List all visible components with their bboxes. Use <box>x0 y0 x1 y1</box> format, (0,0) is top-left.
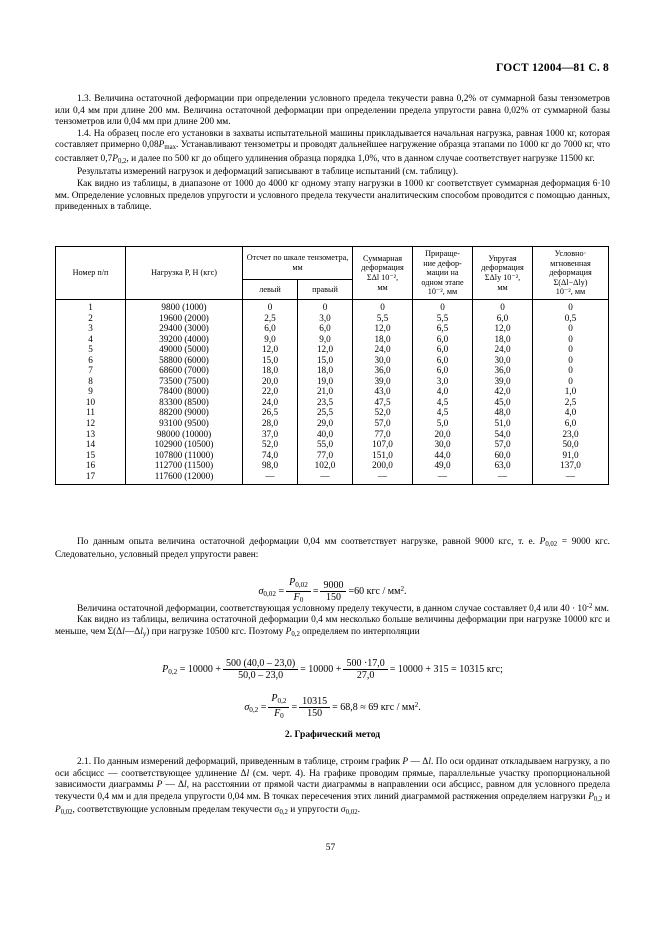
cell-sum-deformation: 5,5 <box>353 313 413 324</box>
cell-load: 68600 (7000) <box>126 365 243 376</box>
th-elastic-l4: мм <box>497 282 508 292</box>
paragraph-1-3 <box>55 94 610 129</box>
formula3-eq2: = <box>291 701 298 713</box>
cell-sum-deformation: 77,0 <box>353 429 413 440</box>
cell-number: 5 <box>56 344 126 355</box>
cell-number: 2 <box>56 313 126 324</box>
cell-number: 4 <box>56 334 126 345</box>
formula1-den2: 150 <box>325 592 341 604</box>
cell-instant: 0 <box>533 334 609 345</box>
paragraph-interpolation <box>55 615 610 640</box>
paragraph-2-1-a: 2.1. По данным измерений деформаций, приведенным в таблице, строим график <box>77 757 403 767</box>
cell-gauge-right: 3,0 <box>298 313 353 324</box>
cell-gauge-right: 18,0 <box>298 365 353 376</box>
cell-sum-deformation: 30,0 <box>353 355 413 366</box>
symbol-p-7: P <box>588 791 594 802</box>
cell-load: 93100 (9500) <box>126 418 243 429</box>
cell-gauge-right: 21,0 <box>298 386 353 397</box>
formula1-eq2: = <box>312 585 319 597</box>
cell-sum-deformation: 24,0 <box>353 344 413 355</box>
formula2-lhs-sym: P <box>162 663 169 675</box>
formula2-num2: 500 ·17,0 <box>343 658 387 670</box>
cell-elastic: 36,0 <box>473 365 533 376</box>
intro-text-block <box>55 94 610 214</box>
cell-number: 12 <box>56 418 126 429</box>
paragraph-2-1-e: — Δ <box>162 780 184 791</box>
cell-instant: 0 <box>533 299 609 312</box>
subscript-002-sigma2: 0,02 <box>345 809 358 817</box>
cell-sum-deformation: 52,0 <box>353 407 413 418</box>
formula3-den2: 150 <box>307 708 323 720</box>
symbol-p-6: P <box>156 780 163 791</box>
paragraph-1-4-part-c: , и далее по 500 кг до общего удлинения образца порядка 1,0%, что в данном случае соответствует нагрузке 11500 кг. <box>126 153 595 164</box>
formula2-num1: 500 (40,0 – 23,0) <box>223 658 298 670</box>
th-inst-l3: деформация <box>549 268 592 278</box>
cell-elastic: 30,0 <box>473 355 533 366</box>
formula1-result: 60 <box>354 585 365 597</box>
formula3-den1-sub: 0 <box>280 712 284 721</box>
cell-sum-deformation: 18,0 <box>353 334 413 345</box>
cell-gauge-right: 0 <box>298 299 353 312</box>
cell-gauge-left: 74,0 <box>243 450 298 461</box>
post-table-text-2 <box>55 601 610 641</box>
subscript-02-sigma1: 0,2 <box>279 809 288 817</box>
formula3-num1 <box>268 693 289 708</box>
th-gauge-group: Отсчет по шкале тензометра, мм <box>243 247 353 280</box>
paragraph-experiment-a: По данным опыта величина остаточной деформации 0,04 мм соответствует нагрузке, равной 9000 кгс, т. е. <box>77 537 540 547</box>
formula2-den2: 27,0 <box>356 670 375 681</box>
paragraph-2-1-j: . <box>357 805 360 816</box>
cell-elastic: 12,0 <box>473 323 533 334</box>
cell-number: 1 <box>56 299 126 312</box>
cell-instant: 2,5 <box>533 397 609 408</box>
cell-gauge-left: 28,0 <box>243 418 298 429</box>
table-row <box>56 376 609 387</box>
th-incr-l5: 10⁻², мм <box>427 287 458 297</box>
formula3-period: . <box>418 701 421 713</box>
symbol-p-4: P <box>285 627 292 638</box>
cell-load: 29400 (3000) <box>126 323 243 334</box>
cell-elastic: 51,0 <box>473 418 533 429</box>
cell-sum-deformation: 36,0 <box>353 365 413 376</box>
cell-gauge-left: 18,0 <box>243 365 298 376</box>
cell-increment: 6,0 <box>413 334 473 345</box>
cell-increment: 4,5 <box>413 397 473 408</box>
cell-load: 88200 (9000) <box>126 407 243 418</box>
th-elastic-l3: ΣΔlу 10⁻², <box>484 272 521 282</box>
formula3-num1-sym: P <box>271 693 278 704</box>
cell-elastic: 45,0 <box>473 397 533 408</box>
cell-gauge-left: 24,0 <box>243 397 298 408</box>
th-gauge-left: левый <box>243 280 298 300</box>
cell-sum-deformation: 47,5 <box>353 397 413 408</box>
paragraph-range-text: Как видно из таблицы, в диапазоне от 1000 до 4000 кг одному этапу нагрузки в 1000 кг соответствует суммарная деформация 6·10 мм. Определение условных пределов упругости и условного предела текучести аналитическим способом проводится с помощью данных, приведенных в таблице. <box>55 178 610 213</box>
cell-sum-deformation: 12,0 <box>353 323 413 334</box>
cell-gauge-left: 15,0 <box>243 355 298 366</box>
cell-sum-deformation: 43,0 <box>353 386 413 397</box>
cell-sum-deformation: 200,0 <box>353 460 413 471</box>
formula1-den1-sym: F <box>293 592 300 604</box>
subscript-u-1: у <box>142 630 147 638</box>
cell-load: 112700 (11500) <box>126 460 243 471</box>
cell-load: 19600 (2000) <box>126 313 243 324</box>
formula1-frac2 <box>320 580 346 603</box>
cell-instant: — <box>533 471 609 485</box>
formula1-num1-sym: P <box>289 577 296 588</box>
cell-instant: 0 <box>533 376 609 387</box>
symbol-p-8: P <box>55 805 61 816</box>
th-increment <box>413 247 473 300</box>
formula1-num1-sub: 0,02 <box>295 581 308 590</box>
cell-increment: 6,5 <box>413 323 473 334</box>
symbol-p-3: P <box>539 537 546 547</box>
formula1-eq1: = <box>278 585 285 597</box>
table-header <box>56 247 609 300</box>
formula2-frac2 <box>343 658 387 681</box>
cell-increment: 49,0 <box>413 460 473 471</box>
cell-load: 117600 (12000) <box>126 471 243 485</box>
formula2-eq3: = 10000 + 315 = 10315 кгс; <box>389 663 503 675</box>
th-incr-l4: одном этапе <box>421 277 464 287</box>
symbol-p: P <box>158 140 165 151</box>
formula1-den1-sub: 0 <box>299 596 304 605</box>
cell-increment: 20,0 <box>413 429 473 440</box>
cell-gauge-left: 9,0 <box>243 334 298 345</box>
th-elastic <box>473 247 533 300</box>
table-row <box>56 299 609 312</box>
cell-instant: 0 <box>533 323 609 334</box>
formula3-den1-sym: F <box>274 708 281 720</box>
formula3-num1-sub: 0,2 <box>277 697 287 706</box>
cell-gauge-right: 102,0 <box>298 460 353 471</box>
cell-instant: 4,0 <box>533 407 609 418</box>
cell-gauge-left: 0 <box>243 299 298 312</box>
cell-elastic: 39,0 <box>473 376 533 387</box>
th-inst-l1: Условно· <box>554 249 587 258</box>
cell-gauge-left: 12,0 <box>243 344 298 355</box>
paragraph-2-1-i: и упругости σ <box>287 805 346 816</box>
section-2-text <box>55 757 610 819</box>
cell-number: 8 <box>56 376 126 387</box>
cell-instant: 50,0 <box>533 439 609 450</box>
cell-gauge-right: — <box>298 471 353 485</box>
paragraph-yield-b: мм. <box>592 603 609 614</box>
paragraph-results <box>55 167 610 179</box>
paragraph-1-4-part-b: . Устанавливают тензометры и проводят дальнейшее нагружение образца этапами по 1000 кг до 7000 кг, что составляет 0,7 <box>55 140 611 164</box>
cell-gauge-left: 26,5 <box>243 407 298 418</box>
paragraph-interp-a: Как видно из таблицы, величина остаточной деформации 0,4 мм несколько больше величины деформации при нагрузке 10000 кгс и меньше, чем Σ(Δ <box>55 615 610 638</box>
paragraph-2-1-f: , на расстоянии от прямой части диаграммы в направлении оси абсцисс, равном для условного предела текучести 0,4 мм и для предела упругости 0,04 мм. В точках пересечения этих линий диаграммой растяжения определяем нагрузки <box>55 780 610 802</box>
cell-instant: 0 <box>533 344 609 355</box>
subscript-02-p1: 0,2 <box>593 795 603 803</box>
cell-load: 78400 (8000) <box>126 386 243 397</box>
cell-gauge-right: 15,0 <box>298 355 353 366</box>
cell-increment: 6,0 <box>413 365 473 376</box>
cell-number: 7 <box>56 365 126 376</box>
th-sum-l3: ΣΔl 10⁻², <box>366 272 399 282</box>
symbol-l-2: l <box>140 627 143 638</box>
post-table-text-1 <box>55 537 610 562</box>
formula1-period: . <box>404 585 407 597</box>
cell-increment: 4,5 <box>413 407 473 418</box>
formula1-units: кгс / мм <box>366 585 401 597</box>
cell-load: 49000 (5000) <box>126 344 243 355</box>
paragraph-yield-value <box>55 601 610 615</box>
cell-instant: 0,5 <box>533 313 609 324</box>
table-row <box>56 386 609 397</box>
cell-load: 98000 (10000) <box>126 429 243 440</box>
cell-instant: 137,0 <box>533 460 609 471</box>
symbol-l-3: l <box>428 757 431 767</box>
cell-instant: 0 <box>533 355 609 366</box>
table-row <box>56 418 609 429</box>
table-row <box>56 334 609 345</box>
th-incr-l2: ние дефор- <box>423 258 462 268</box>
formula-p-02-interpolation <box>55 658 610 681</box>
cell-increment: 6,0 <box>413 344 473 355</box>
cell-gauge-left: 98,0 <box>243 460 298 471</box>
formula1-num2: 9000 <box>320 580 346 592</box>
cell-sum-deformation: 57,0 <box>353 418 413 429</box>
symbol-p-5: P <box>402 757 409 767</box>
th-inst-l4: Σ(Δl−Δlу) <box>553 277 588 287</box>
cell-number: 13 <box>56 429 126 440</box>
table-header-row-1 <box>56 247 609 280</box>
table-row <box>56 355 609 366</box>
cell-gauge-left: 22,0 <box>243 386 298 397</box>
formula1-units-exp: 2 <box>400 584 405 593</box>
paragraph-2-1-c: . По оси ординат откладываем нагрузку, а по оси абсцисс — соответствующее удлинение Δ <box>55 757 610 779</box>
formula2-lhs-sub: 0,2 <box>168 667 178 676</box>
cell-elastic: 48,0 <box>473 407 533 418</box>
paragraph-experiment-b: = 9000 кгс. Следовательно, условный предел упругости равен: <box>55 537 610 561</box>
th-load: Нагрузка P, Н (кгс) <box>126 247 243 300</box>
cell-elastic: 42,0 <box>473 386 533 397</box>
cell-number: 14 <box>56 439 126 450</box>
cell-sum-deformation: — <box>353 471 413 485</box>
symbol-l-4: l <box>246 768 250 779</box>
formula2-eq1: = 10000 + <box>179 663 221 675</box>
cell-increment: 44,0 <box>413 450 473 461</box>
cell-sum-deformation: 107,0 <box>353 439 413 450</box>
subscript-02-interp: 0,2 <box>291 630 300 638</box>
cell-gauge-right: 9,0 <box>298 334 353 345</box>
cell-elastic: 60,0 <box>473 450 533 461</box>
cell-load: 73500 (7500) <box>126 376 243 387</box>
cell-gauge-left: 2,5 <box>243 313 298 324</box>
cell-elastic: 54,0 <box>473 429 533 440</box>
paragraph-1-4-part-a: 1.4. На образец после его установки в захваты испытательной машины прикладывается начальная нагрузка, равная 1000 кг, которая составляет примерно 0,08 <box>55 128 610 151</box>
table-row <box>56 407 609 418</box>
table-row <box>56 439 609 450</box>
table-row <box>56 429 609 440</box>
test-results-table <box>55 246 609 485</box>
table-row <box>56 365 609 376</box>
table-body <box>56 299 609 484</box>
paragraph-experiment <box>55 537 610 562</box>
th-instant <box>533 247 609 300</box>
paragraph-2-1-d: (см. черт. 4). На графике проводим прямые, параллельные участку пропорциональной зависимости диаграммы <box>55 768 610 791</box>
formula3-den1 <box>268 708 289 722</box>
cell-sum-deformation: 0 <box>353 299 413 312</box>
paragraph-interp-b: —Δ <box>124 627 141 638</box>
cell-load: 9800 (1000) <box>126 299 243 312</box>
th-sum-l4: мм <box>377 282 388 292</box>
formula3-units-exp: 2 <box>414 700 419 709</box>
cell-gauge-left: 52,0 <box>243 439 298 450</box>
table-row <box>56 397 609 408</box>
paragraph-2-1-b: — Δ <box>408 757 429 767</box>
cell-increment: 0 <box>413 299 473 312</box>
cell-elastic: 24,0 <box>473 344 533 355</box>
formula2-den1: 50,0 – 23,0 <box>238 670 284 681</box>
table-row <box>56 344 609 355</box>
formula2-eq2: = 10000 + <box>300 663 342 675</box>
formula3-num2: 10315 <box>299 696 330 708</box>
paragraph-yield-a: Величина остаточной деформации, соответствующая условному пределу текучести, в данном случае составляет 0,4 или 40 · 10 <box>77 603 587 614</box>
th-sum-deformation <box>353 247 413 300</box>
cell-gauge-right: 23,5 <box>298 397 353 408</box>
cell-increment: — <box>413 471 473 485</box>
cell-instant: 23,0 <box>533 429 609 440</box>
cell-number: 10 <box>56 397 126 408</box>
cell-gauge-right: 19,0 <box>298 376 353 387</box>
cell-number: 9 <box>56 386 126 397</box>
formula3-units: кгс / мм <box>380 701 415 713</box>
paragraph-yield-exp: -2 <box>586 603 593 610</box>
th-inst-l5: 10⁻², мм <box>555 287 586 297</box>
cell-instant: 1,0 <box>533 386 609 397</box>
cell-sum-deformation: 39,0 <box>353 376 413 387</box>
th-sum-l2: деформация <box>361 263 404 273</box>
cell-number: 6 <box>56 355 126 366</box>
cell-gauge-right: 12,0 <box>298 344 353 355</box>
table-row <box>56 323 609 334</box>
paragraph-2-1-g: и <box>602 791 610 802</box>
cell-instant: 6,0 <box>533 418 609 429</box>
cell-elastic: — <box>473 471 533 485</box>
table-row <box>56 450 609 461</box>
cell-number: 11 <box>56 407 126 418</box>
cell-load: 58800 (6000) <box>126 355 243 366</box>
table-row <box>56 460 609 471</box>
formula3-frac1 <box>268 693 289 722</box>
cell-number: 3 <box>56 323 126 334</box>
paragraph-results-text: Результаты измерений нагрузок и деформаций записывают в таблице испытаний (см. таблицу). <box>77 167 459 178</box>
cell-increment: 6,0 <box>413 355 473 366</box>
subscript-002-inline: 0,02 <box>545 540 558 548</box>
paragraph-2-1-h: , соответствующие условным пределам текучести σ <box>72 805 280 816</box>
cell-sum-deformation: 151,0 <box>353 450 413 461</box>
cell-gauge-right: 6,0 <box>298 323 353 334</box>
paragraph-1-3-text: 1.3. Величина остаточной деформации при определении условного предела текучести равна 0,2% от суммарной базы тензометров или 0,4 мм при длине 200 мм. Величина остаточной деформации при определении предела упругости равна 0,02% от суммарной базы тензометров или 0,04 мм при длине 200 мм. <box>55 94 610 128</box>
cell-increment: 3,0 <box>413 376 473 387</box>
th-inst-l2: мгновенная <box>550 258 591 268</box>
th-elastic-l1: Упругая <box>488 253 517 263</box>
cell-gauge-left: 37,0 <box>243 429 298 440</box>
cell-load: 107800 (11000) <box>126 450 243 461</box>
formula3-eq1: = <box>260 701 267 713</box>
formula3-frac2 <box>299 696 330 719</box>
cell-instant: 91,0 <box>533 450 609 461</box>
formula2-frac1 <box>223 658 298 681</box>
formula3-lhs-sub: 0,2 <box>249 705 259 714</box>
subscript-002-p2: 0,02 <box>60 809 73 817</box>
cell-increment: 30,0 <box>413 439 473 450</box>
cell-elastic: 0 <box>473 299 533 312</box>
cell-elastic: 63,0 <box>473 460 533 471</box>
th-sum-l1: Суммарная <box>362 253 403 263</box>
cell-load: 102900 (10500) <box>126 439 243 450</box>
th-elastic-l2: деформация <box>481 263 524 273</box>
cell-load: 83300 (8500) <box>126 397 243 408</box>
cell-increment: 5,5 <box>413 313 473 324</box>
table-row <box>56 471 609 485</box>
paragraph-interp-c: ) при нагрузке 10500 кгс. Поэтому <box>146 627 286 638</box>
cell-elastic: 6,0 <box>473 313 533 324</box>
page-header: ГОСТ 12004—81 С. 8 <box>496 62 609 74</box>
symbol-l-1: l <box>122 627 125 638</box>
th-gauge-right: правый <box>298 280 353 300</box>
cell-gauge-left: — <box>243 471 298 485</box>
cell-gauge-left: 6,0 <box>243 323 298 334</box>
cell-elastic: 18,0 <box>473 334 533 345</box>
th-incr-l1: Прираще- <box>425 249 460 258</box>
cell-increment: 5,0 <box>413 418 473 429</box>
formula1-eq3: = <box>348 585 355 597</box>
cell-gauge-right: 55,0 <box>298 439 353 450</box>
paragraph-1-4 <box>55 129 610 168</box>
cell-increment: 4,0 <box>413 386 473 397</box>
formula1-num1 <box>286 577 311 592</box>
cell-load: 39200 (4000) <box>126 334 243 345</box>
table-row <box>56 313 609 324</box>
cell-gauge-right: 40,0 <box>298 429 353 440</box>
cell-number: 15 <box>56 450 126 461</box>
cell-gauge-right: 25,5 <box>298 407 353 418</box>
formula1-lhs-sub: 0,02 <box>263 589 276 598</box>
formula-sigma-02 <box>55 693 610 722</box>
paragraph-2-1 <box>55 757 610 819</box>
formula1-sigma: σ <box>258 585 264 597</box>
subscript-max: max <box>164 144 177 152</box>
cell-number: 17 <box>56 471 126 485</box>
cell-elastic: 57,0 <box>473 439 533 450</box>
formula3-eq3: = 68,8 ≈ 69 <box>332 701 379 713</box>
section-title-graphical-method: 2. Графический метод <box>284 729 381 740</box>
cell-gauge-right: 29,0 <box>298 418 353 429</box>
page-number: 57 <box>325 843 336 853</box>
cell-number: 16 <box>56 460 126 471</box>
subscript-02: 0,2 <box>117 157 127 165</box>
formula3-lhs-sym: σ <box>244 701 250 713</box>
paragraph-range <box>55 179 610 214</box>
cell-gauge-left: 20,0 <box>243 376 298 387</box>
th-incr-l3: мации на <box>426 268 459 278</box>
cell-gauge-right: 77,0 <box>298 450 353 461</box>
th-number: Номер п/п <box>56 247 126 300</box>
symbol-p-2: P <box>112 153 118 164</box>
cell-instant: 0 <box>533 365 609 376</box>
paragraph-interp-d: определяем по интерполяции <box>299 627 420 638</box>
symbol-l-5: l <box>184 780 187 791</box>
